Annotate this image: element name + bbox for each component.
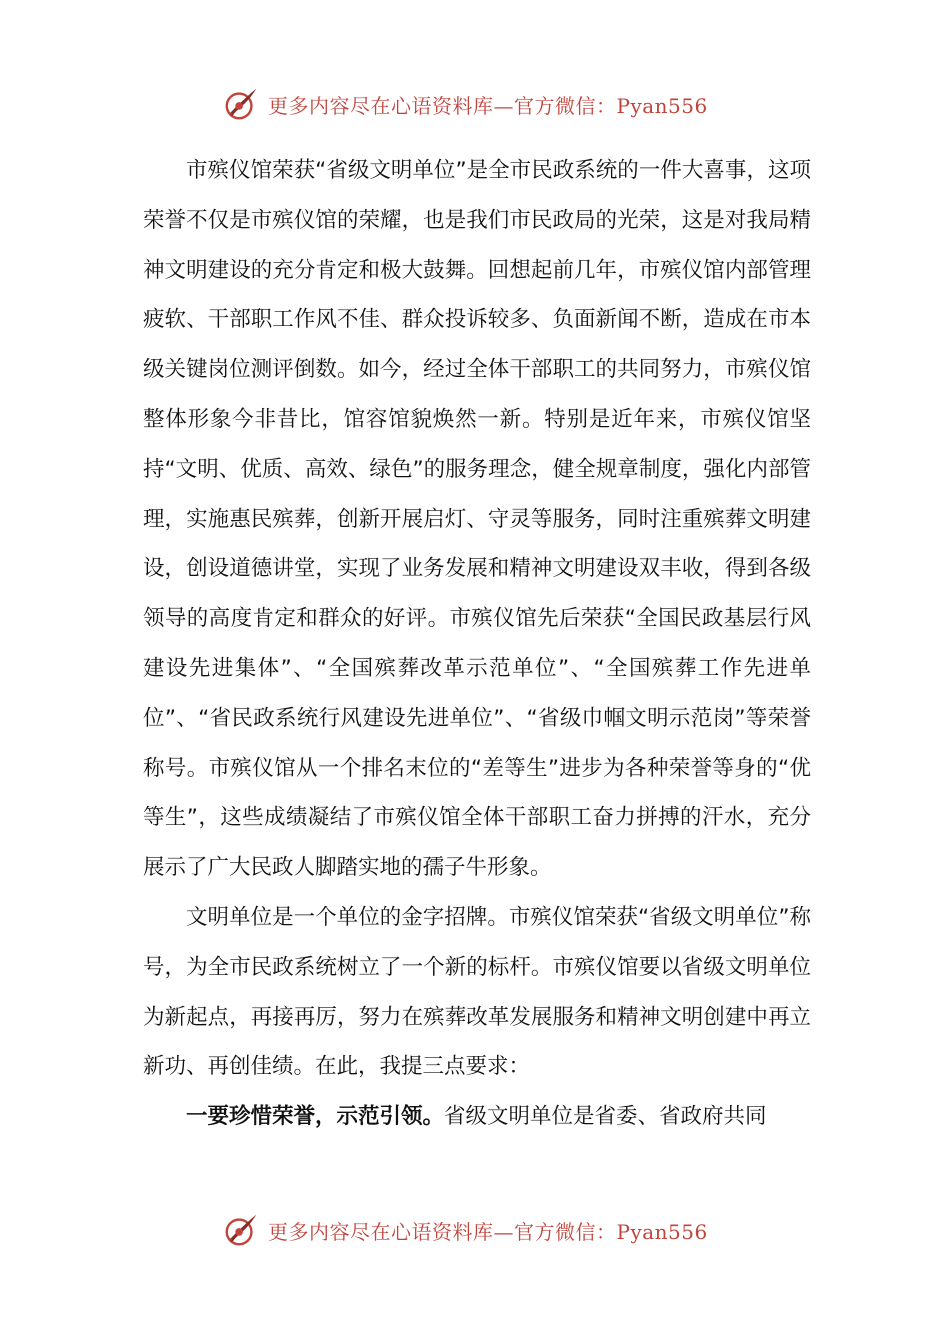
point-heading: 一要珍惜荣誉，示范引领。: [186, 1104, 445, 1130]
paragraph: 文明单位是一个单位的金字招牌。市殡仪馆荣获“省级文明单位”称号，为全市民政系统树立了一个新的标杆。市殡仪馆要以省级文明单位为新起点，再接再厉，努力在殡葬改革发展服务和精神文明创建中再立新功、再创佳绩。在此，我提三点要求：: [143, 904, 811, 1080]
footer-watermark-banner: [222, 1210, 742, 1250]
quill-pen-logo-icon: [222, 1211, 260, 1249]
watermark-text: 更多内容尽在心语资料库—官方微信：Pyan556: [268, 93, 708, 118]
header-watermark-banner: [222, 84, 742, 124]
paragraph: 市殡仪馆荣获“省级文明单位”是全市民政系统的一件大喜事，这项荣誉不仅是市殡仪馆的荣耀，也是我们市民政局的光荣，这是对我局精神文明建设的充分肯定和极大鼓舞。回想起前几年，市殡仪馆内部管理疲软、干部职工作风不佳、群众投诉较多、负面新闻不断，造成在市本级关键岗位测评倒数。如今，经过全体干部职工的共同努力，市殡仪馆整体形象今非昔比，馆容馆貌焕然一新。特别是近年来，市殡仪馆坚持“文明、优质、高效、绿色”的服务理念，健全规章制度，强化内部管理，实施惠民殡葬，创新开展启灯、守灵等服务，同时注重殡葬文明建设，创设道德讲堂，实现了业务发展和精神文明建设双丰收，得到各级领导的高度肯定和群众的好评。市殡仪馆先后荣获“全国民政基层行风建设先进集体”、“全国殡葬改革示范单位”、“全国殡葬工作先进单位”、“省民政系统行风建设先进单位”、“省级巾帼文明示范岗”等荣誉称号。市殡仪馆从一个排名末位的“差等生”进步为各种荣誉等身的“优等生”，这些成绩凝结了市殡仪馆全体干部职工奋力拼搏的汗水，充分展示了广大民政人脚踏实地的孺子牛形象。: [143, 158, 811, 881]
watermark-text: 更多内容尽在心语资料库—官方微信：Pyan556: [268, 1219, 708, 1244]
paragraph-point-one: [143, 1092, 811, 1142]
document-body: [143, 146, 811, 1142]
point-text: 省级文明单位是省委、省政府共同: [444, 1104, 767, 1130]
quill-pen-logo-icon: [222, 85, 260, 123]
